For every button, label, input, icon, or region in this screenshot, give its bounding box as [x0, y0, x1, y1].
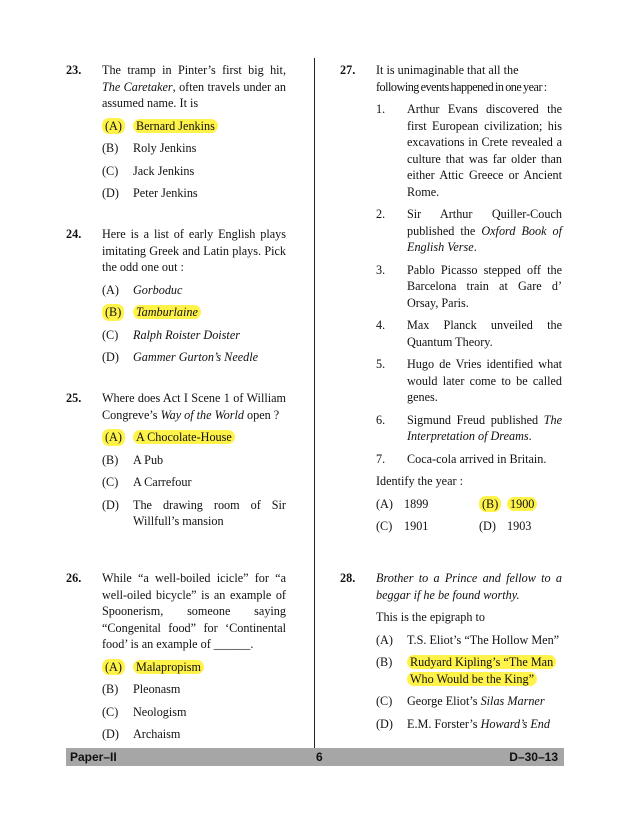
option-c[interactable]: (C) Neologism — [102, 704, 187, 719]
highlighted-answer: Malapropism — [133, 660, 204, 674]
question-23 — [66, 62, 286, 202]
question-27 — [340, 62, 562, 535]
option-b[interactable]: (B) Tamburlaine — [102, 304, 286, 321]
event-2: 2. Sir Arthur Quiller-Couch published the Oxford Book of English Verse. — [376, 207, 562, 254]
page-number: 6 — [316, 750, 323, 764]
question-text: Where does Act I Scene 1 of William Congreve’s Way of the World open ? — [102, 391, 286, 422]
highlighted-answer: Bernard Jenkins — [133, 119, 218, 133]
option-a[interactable]: (A) Malapropism — [102, 659, 286, 676]
option-c[interactable]: (C) Jack Jenkins — [102, 163, 195, 178]
question-24 — [66, 226, 286, 366]
option-c[interactable]: (C) A Carrefour — [102, 475, 192, 489]
option-b[interactable]: (B) Roly Jenkins — [102, 141, 197, 155]
option-d-label[interactable]: (D) — [479, 519, 496, 533]
option-a[interactable]: (A) A Chocolate-House — [102, 429, 286, 446]
option-b-label[interactable]: (B) — [479, 496, 501, 513]
question-number: 27. — [340, 63, 356, 77]
column-divider — [314, 58, 315, 748]
option-d[interactable]: (D) Gammer Gurton’s Needle — [102, 350, 259, 364]
question-number: 26. — [66, 571, 82, 585]
year-options — [376, 496, 562, 535]
question-text: While “a well-boiled icicle” for “a well-oiled bicycle” is an example of Spoonerism, someone saying “Congenital food” for ‘Continental food’ is an example of ______. — [102, 571, 286, 651]
highlighted-answer: Rudyard Kipling’s “The Man Who Would be the King” — [407, 655, 556, 686]
option-c[interactable]: (C) Ralph Roister Doister — [102, 327, 240, 342]
question-number: 23. — [66, 63, 82, 77]
question-text: The tramp in Pinter’s first big hit, The Caretaker, often travels under an assumed name. It is — [102, 63, 287, 110]
question-text: Here is a list of early English plays imitating Greek and Latin plays. Pick the odd one out : — [102, 227, 286, 274]
option-c-text[interactable]: 1901 — [404, 519, 429, 533]
event-7: 7. Coca-cola arrived in Britain. — [376, 451, 547, 466]
option-a[interactable]: (A) Bernard Jenkins — [102, 118, 286, 135]
question-26 — [66, 570, 286, 743]
option-d[interactable]: (D) Peter Jenkins — [102, 186, 198, 200]
paper-label: Paper–II — [70, 750, 117, 764]
option-a[interactable]: (A) Gorboduc — [102, 282, 183, 297]
option-a-label[interactable]: (A) — [376, 496, 393, 511]
epigraph: Brother to a Prince and fellow to a beggar if he be found worthy. — [376, 571, 562, 602]
paper-code: D–30–13 — [509, 750, 558, 764]
option-a-text[interactable]: 1899 — [404, 496, 429, 511]
highlighted-answer[interactable]: 1900 — [507, 497, 537, 511]
highlighted-answer: A Chocolate-House — [133, 430, 235, 444]
option-c[interactable]: (C) George Eliot’s Silas Marner — [376, 694, 545, 708]
option-d[interactable]: (D) Archaism — [102, 727, 181, 741]
question-number: 25. — [66, 391, 82, 405]
option-b[interactable]: (B) Pleonasm — [102, 682, 181, 696]
question-28 — [340, 570, 562, 732]
option-d[interactable]: (D) E.M. Forster’s Howard’s End — [376, 716, 550, 731]
option-b[interactable]: (B) Rudyard Kipling’s “The Man Who Would be the King” — [376, 654, 562, 687]
event-1: 1. Arthur Evans discovered the first European civilization; his excavations in Crete revealed a culture that was far older than either Attic Greece or Ancient Rome. — [376, 102, 562, 199]
event-5: 5. Hugo de Vries identified what would later come to be called genes. — [376, 357, 562, 404]
option-d[interactable]: (D) The drawing room of Sir Willfull’s mansion — [102, 497, 286, 528]
event-4: 4. Max Planck unveiled the Quantum Theory. — [376, 318, 562, 349]
option-a[interactable]: (A) T.S. Eliot’s “The Hollow Men” — [376, 632, 560, 647]
option-d-text[interactable]: 1903 — [507, 519, 532, 533]
question-25 — [66, 390, 286, 530]
question-prompt: Identify the year : — [376, 474, 463, 488]
option-c-label[interactable]: (C) — [376, 519, 393, 533]
question-number: 28. — [340, 571, 356, 585]
event-3: 3. Pablo Picasso stepped off the Barcelona train at Gare d’ Orsay, Paris. — [376, 262, 562, 310]
question-prompt: This is the epigraph to — [376, 610, 485, 624]
event-6: 6. Sigmund Freud published The Interpretation of Dreams. — [376, 412, 562, 443]
question-text: It is unimaginable that all the following events happened in one year : — [376, 63, 547, 94]
page-footer — [66, 748, 564, 766]
option-b[interactable]: (B) A Pub — [102, 452, 164, 467]
highlighted-answer: Tamburlaine — [133, 305, 201, 319]
question-number: 24. — [66, 227, 82, 241]
